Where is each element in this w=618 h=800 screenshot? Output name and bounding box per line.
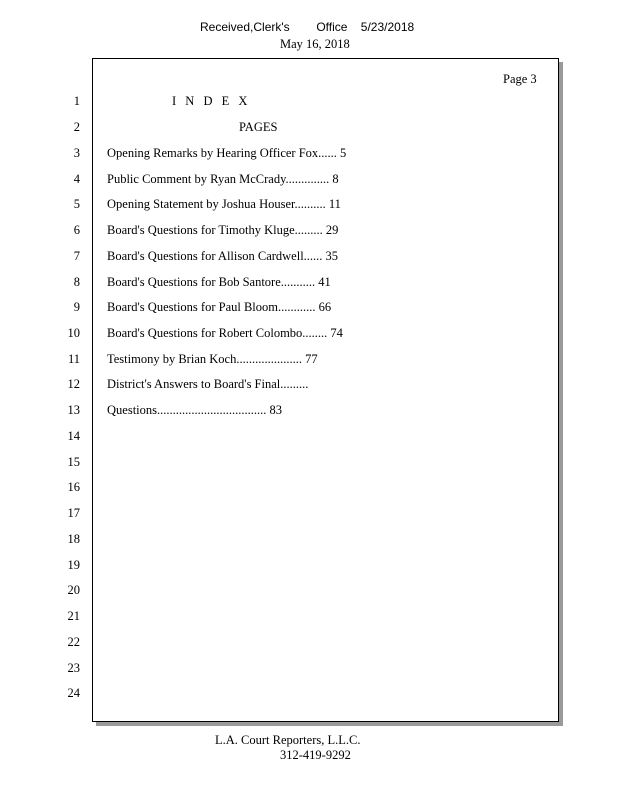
index-entry: Opening Remarks by Hearing Officer Fox...... 5	[107, 146, 347, 160]
index-entry: Board's Questions for Paul Bloom............ 66	[107, 300, 332, 314]
hearing-date: May 16, 2018	[280, 37, 350, 51]
line-number: 2	[73, 120, 80, 134]
index-entry: Board's Questions for Allison Cardwell...... 35	[107, 249, 339, 263]
line-number: 14	[67, 429, 80, 443]
index-entry: Opening Statement by Joshua Houser.......... 11	[107, 197, 341, 211]
line-number: 8	[73, 275, 80, 289]
index-entry: Board's Questions for Timothy Kluge......... 29	[107, 223, 339, 237]
line-number: 7	[73, 249, 80, 263]
line-number: 1	[73, 94, 80, 108]
line-number: 21	[67, 609, 80, 623]
reporter-company: L.A. Court Reporters, L.L.C.	[215, 733, 361, 747]
index-entry: Board's Questions for Robert Colombo........ 74	[107, 326, 343, 340]
index-entry: District's Answers to Board's Final.........	[107, 377, 309, 391]
line-number: 23	[67, 661, 80, 675]
line-number: 24	[67, 686, 80, 700]
line-number: 19	[67, 558, 80, 572]
index-title: I N D E X	[172, 94, 251, 108]
line-number: 20	[67, 583, 80, 597]
index-entry: Testimony by Brian Koch..................... 77	[107, 352, 318, 366]
line-number: 17	[67, 506, 80, 520]
index-entry: Public Comment by Ryan McCrady.............. 8	[107, 172, 339, 186]
line-number: 13	[67, 403, 80, 417]
index-entry: Board's Questions for Bob Santore........... 41	[107, 275, 331, 289]
line-number: 10	[67, 326, 80, 340]
line-number: 3	[73, 146, 80, 160]
line-number: 6	[73, 223, 80, 237]
line-number: 18	[67, 532, 80, 546]
pages-heading: PAGES	[239, 120, 278, 134]
received-stamp: Received,Clerk's Office 5/23/2018	[200, 20, 415, 34]
line-number: 22	[67, 635, 80, 649]
line-number: 15	[67, 455, 80, 469]
line-number: 11	[67, 352, 80, 366]
reporter-phone: 312-419-9292	[280, 748, 351, 762]
line-number: 16	[67, 480, 80, 494]
line-number: 9	[73, 300, 80, 314]
index-entry: Questions................................... 83	[107, 403, 282, 417]
page-number: Page 3	[503, 72, 537, 86]
line-number: 12	[67, 377, 80, 391]
line-number: 5	[73, 197, 80, 211]
line-number: 4	[73, 172, 80, 186]
